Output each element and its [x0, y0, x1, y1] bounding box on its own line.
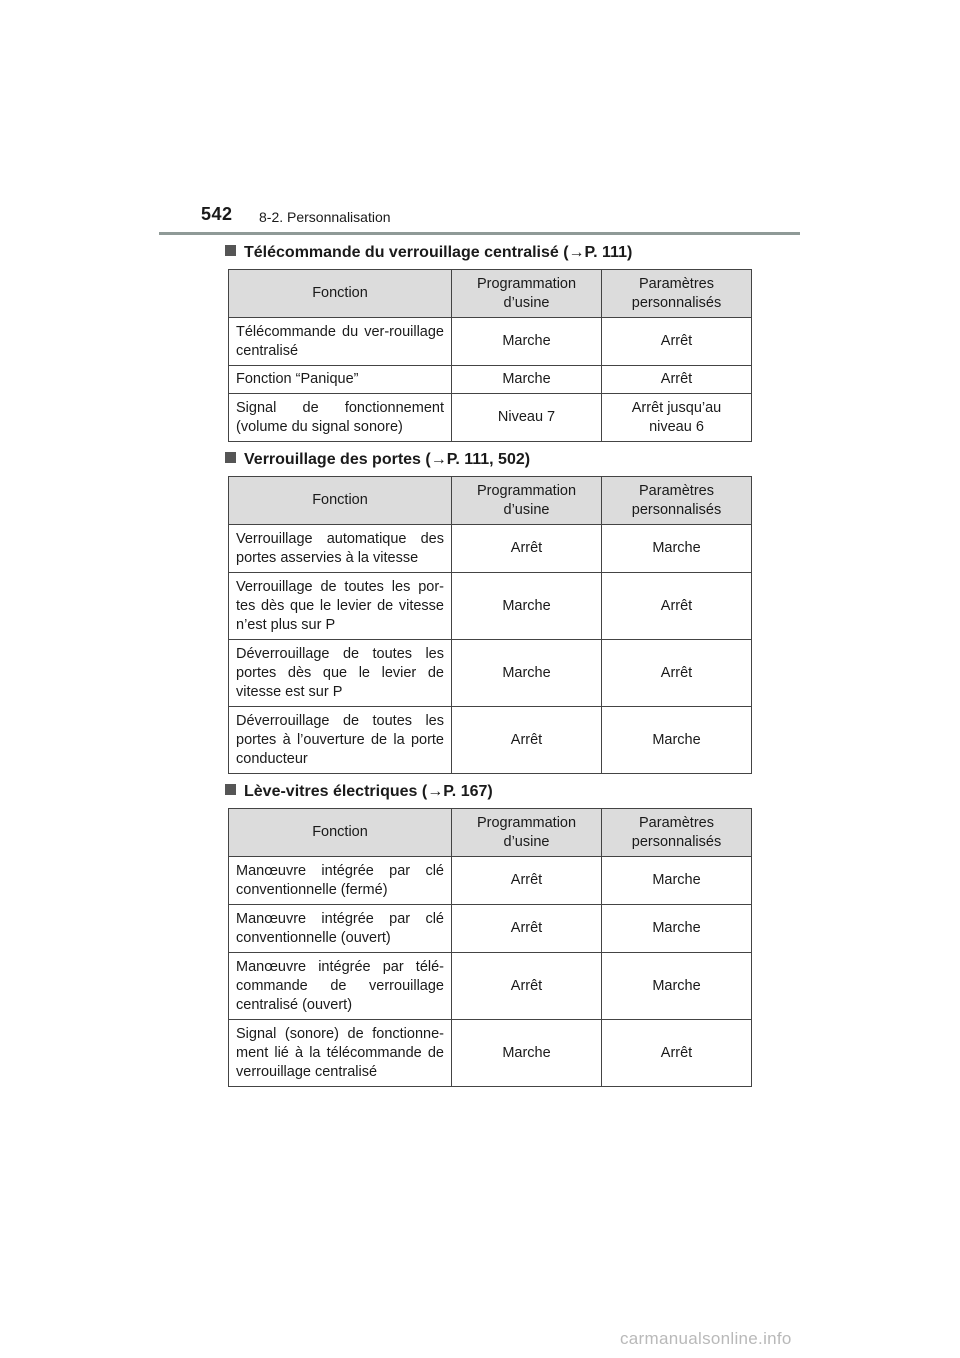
factory-cell: Arrêt	[452, 525, 602, 573]
function-cell: Fonction “Panique”	[229, 366, 452, 394]
function-cell: Manœuvre intégrée par télé-commande de verrouillage centralisé (ouvert)	[229, 953, 452, 1020]
table-row	[229, 640, 752, 707]
column-header-custom: Paramètres personnalisés	[602, 270, 752, 318]
factory-cell: Arrêt	[452, 707, 602, 774]
header-divider	[159, 232, 800, 235]
factory-cell: Arrêt	[452, 905, 602, 953]
column-header-function: Fonction	[229, 809, 452, 857]
function-cell: Verrouillage automatique des portes asservies à la vitesse	[229, 525, 452, 573]
factory-cell: Marche	[452, 318, 602, 366]
custom-cell: Arrêt	[602, 318, 752, 366]
watermark: carmanualsonline.info	[620, 1329, 792, 1348]
table-row	[229, 394, 752, 442]
table-header-row	[229, 477, 752, 525]
function-cell: Déverrouillage de toutes les portes à l’ouverture de la porte conducteur	[229, 707, 452, 774]
table-row	[229, 318, 752, 366]
section-heading-remote	[225, 244, 632, 262]
custom-cell: Arrêt	[602, 573, 752, 640]
factory-cell: Arrêt	[452, 857, 602, 905]
factory-cell: Marche	[452, 640, 602, 707]
section-title: Lève-vitres électriques (→P. 167)	[244, 783, 493, 800]
custom-cell: Arrêt	[602, 640, 752, 707]
column-header-factory: Programmation d’usine	[452, 270, 602, 318]
settings-table-remote	[228, 269, 752, 442]
settings-table-power-windows	[228, 808, 752, 1087]
custom-cell: Marche	[602, 525, 752, 573]
table-row	[229, 857, 752, 905]
column-header-function: Fonction	[229, 270, 452, 318]
custom-cell: Marche	[602, 953, 752, 1020]
column-header-function: Fonction	[229, 477, 452, 525]
factory-cell: Niveau 7	[452, 394, 602, 442]
table-row	[229, 905, 752, 953]
factory-cell: Marche	[452, 573, 602, 640]
table-header-row	[229, 270, 752, 318]
chapter-title: 8-2. Personnalisation	[259, 209, 391, 225]
table-row	[229, 573, 752, 640]
settings-table-door-locks	[228, 476, 752, 774]
custom-cell: Marche	[602, 707, 752, 774]
table-row	[229, 953, 752, 1020]
function-cell: Signal (sonore) de fonctionne-ment lié à la télécommande de verrouillage centralisé	[229, 1020, 452, 1087]
custom-cell: Arrêt	[602, 1020, 752, 1087]
table-header-row	[229, 809, 752, 857]
column-header-factory: Programmation d’usine	[452, 477, 602, 525]
function-cell: Signal de fonctionnement (volume du signal sonore)	[229, 394, 452, 442]
column-header-custom: Paramètres personnalisés	[602, 477, 752, 525]
table-row	[229, 707, 752, 774]
function-cell: Manœuvre intégrée par clé conventionnelle (ouvert)	[229, 905, 452, 953]
function-cell: Verrouillage de toutes les por-tes dès que le levier de vitesse n’est plus sur P	[229, 573, 452, 640]
section-heading-door-locks	[225, 451, 530, 469]
table-row	[229, 366, 752, 394]
factory-cell: Marche	[452, 1020, 602, 1087]
column-header-custom: Paramètres personnalisés	[602, 809, 752, 857]
column-header-factory: Programmation d’usine	[452, 809, 602, 857]
function-cell: Manœuvre intégrée par clé conventionnelle (fermé)	[229, 857, 452, 905]
section-title: Télécommande du verrouillage centralisé (→P. 111)	[244, 244, 633, 261]
function-cell: Déverrouillage de toutes les portes dès que le levier de vitesse est sur P	[229, 640, 452, 707]
page-number: 542	[201, 204, 233, 224]
custom-cell: Arrêt jusqu’au niveau 6	[602, 394, 752, 442]
custom-cell: Marche	[602, 905, 752, 953]
section-title: Verrouillage des portes (→P. 111, 502)	[244, 451, 531, 468]
bullet-square-icon	[225, 452, 236, 463]
factory-cell: Marche	[452, 366, 602, 394]
custom-cell: Arrêt	[602, 366, 752, 394]
factory-cell: Arrêt	[452, 953, 602, 1020]
table-row	[229, 1020, 752, 1087]
bullet-square-icon	[225, 245, 236, 256]
section-heading-power-windows	[225, 783, 493, 801]
bullet-square-icon	[225, 784, 236, 795]
custom-cell: Marche	[602, 857, 752, 905]
table-row	[229, 525, 752, 573]
function-cell: Télécommande du ver-rouillage centralisé	[229, 318, 452, 366]
